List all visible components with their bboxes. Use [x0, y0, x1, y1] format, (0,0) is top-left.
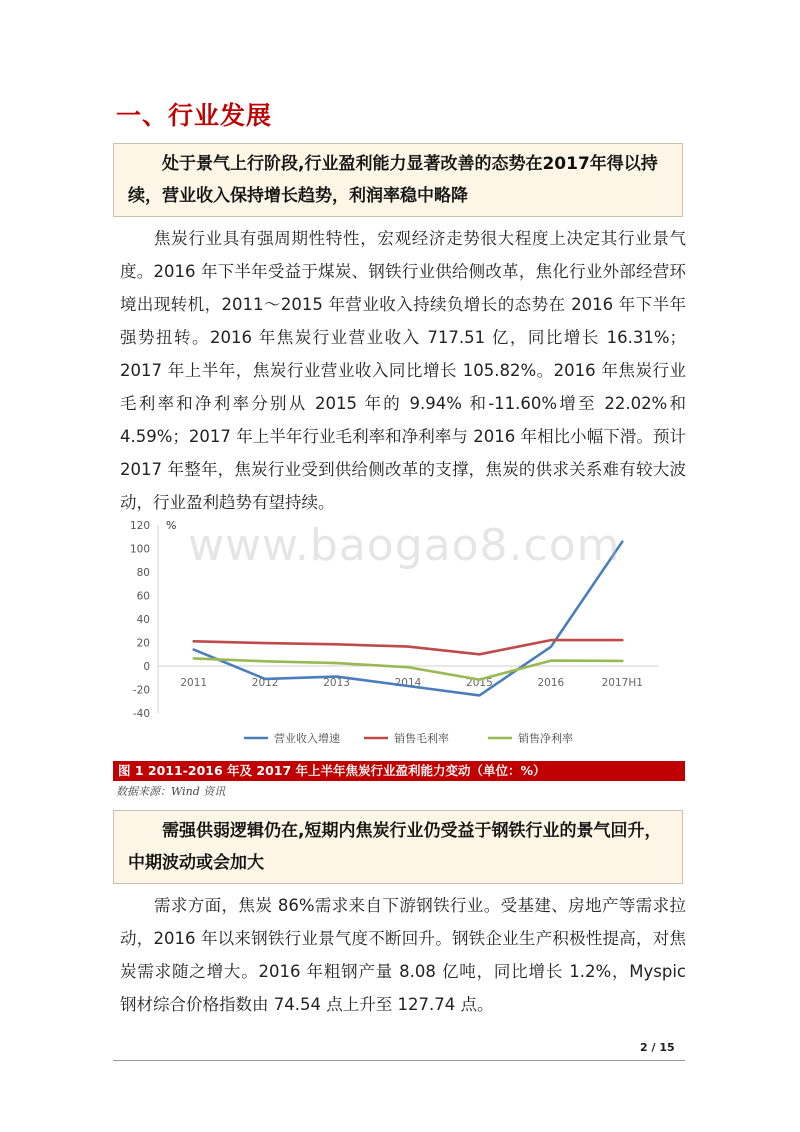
- legend-label-1: 营业收入增速: [274, 732, 340, 745]
- page-number: 2 / 15: [640, 1041, 675, 1054]
- section-heading: 一、行业发展: [116, 101, 273, 130]
- x-tick-label: 2017H1: [601, 677, 643, 689]
- y-tick-label: 80: [136, 567, 150, 579]
- highlight-box-1: [113, 143, 683, 217]
- highlight-box-2: [113, 810, 683, 884]
- y-tick-label: 120: [129, 520, 150, 532]
- x-tick-label: 2013: [323, 677, 350, 689]
- body-paragraph-1: 焦炭行业具有强周期性特性，宏观经济走势很大程度上决定其行业景气度。2016 年下半年受益于煤炭、钢铁行业供给侧改革，焦化行业外部经营环境出现转机，2011～2015 年营业收入持续负增长的态势在 2016 年下半年强势扭转。2016 年焦炭行业营业收入 717.51 亿，同比增长 16.31%；2017 年上半年，焦炭行业营业收入同比增长 105.82%。2016 年焦炭行业毛利率和净利率分别从 2015 年的 9.94% 和-11.60%增至 22.02%和 4.59%；2017 年上半年行业毛利率和净利率与 2016 年相比小幅下滑。预计 2017 年整年，焦炭行业受到供给侧改革的支撑，焦炭的供求关系难有较大波动，行业盈利趋势有望持续。: [120, 229, 686, 512]
- highlight-text-1: 处于景气上行阶段,行业盈利能力显著改善的态势在2017年得以持续，营业收入保持增长趋势，利润率稳中略降: [128, 154, 658, 206]
- chart-svg: [116, 515, 686, 759]
- legend-label-2: 销售毛利率: [394, 732, 449, 745]
- x-tick-label: 2015: [466, 677, 493, 689]
- watermark-text: www.baogao8.com: [188, 520, 621, 571]
- y-tick-label: 100: [129, 543, 150, 556]
- legend-label-3: 销售净利率: [518, 732, 573, 745]
- body-paragraph-2: 需求方面，焦炭 86%需求来自下游钢铁行业。受基建、房地产等需求拉动，2016 年以来钢铁行业景气度不断回升。钢铁企业生产积极性提高，对焦炭需求随之增大。2016 年粗钢产量 8.08 亿吨，同比增长 1.2%，Myspic 钢材综合价格指数由 74.54 点上升至 127.74 点。: [120, 896, 686, 1014]
- profitability-chart: [116, 515, 686, 759]
- figure-caption: 图 1 2011-2016 年及 2017 年上半年焦炭行业盈利能力变动（单位：%）: [113, 761, 685, 781]
- x-tick-label: 2014: [394, 677, 422, 689]
- y-tick-label: 20: [136, 637, 150, 650]
- y-tick-label: 60: [136, 590, 150, 603]
- footer-divider: [113, 1060, 685, 1061]
- y-tick-label: -20: [132, 684, 150, 697]
- y-tick-label: 0: [143, 661, 150, 673]
- series-line-2: [194, 640, 623, 654]
- figure-source: 数据来源：Wind 资讯: [116, 785, 226, 798]
- y-tick-label: -40: [132, 708, 150, 720]
- x-tick-label: 2012: [251, 677, 279, 689]
- unit-label: %: [166, 519, 177, 532]
- series-line-1: [194, 542, 623, 696]
- y-tick-label: 40: [136, 614, 150, 626]
- x-tick-label: 2016: [537, 677, 565, 689]
- highlight-text-2: 需强供弱逻辑仍在,短期内焦炭行业仍受益于钢铁行业的景气回升，中期波动或会加大: [128, 821, 662, 873]
- x-tick-label: 2011: [180, 677, 208, 689]
